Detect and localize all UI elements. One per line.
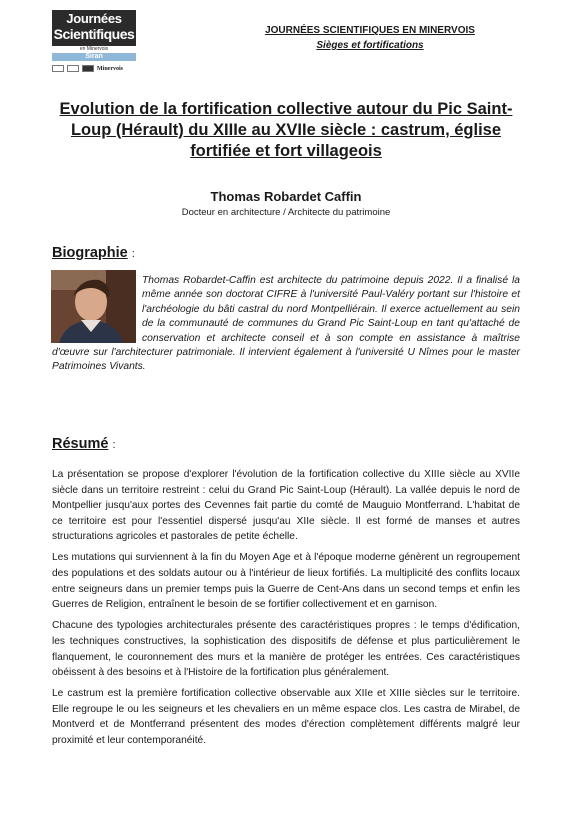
event-logo xyxy=(52,10,136,78)
biography-heading-text: Biographie xyxy=(52,245,128,261)
logo-line-3: en Minervois xyxy=(79,46,109,52)
partner-logo-icon xyxy=(82,65,94,72)
logo-band: Siran xyxy=(52,53,136,61)
summary-text xyxy=(52,467,520,754)
summary-heading-text: Résumé xyxy=(52,436,109,452)
biography-text xyxy=(52,274,520,375)
summary-heading-colon: : xyxy=(112,439,116,451)
logo-line-2: Scientifiques xyxy=(53,26,135,42)
logo-title-block xyxy=(52,10,136,46)
summary-heading xyxy=(52,436,116,452)
biography-paragraph: Thomas Robardet-Caffin est architecte du patrimoine depuis 2022. Il a finalisé la même année son doctorat CIFRE à l'université Paul-Valéry portant sur l'histoire et l'archéologie du bâti castral du nord Montpelliérain. Il exerce actuellement au sein de la communauté de communes du Grand Pic Saint-Loup en tant qu'attaché de conservation et architecte conseil et à son compte en assistance à maîtrise d'œuvre sur l'architecturer patrimoniale. Il intervient également à l'université U Nîmes pour le master Patrimoines Vivants. xyxy=(52,275,520,373)
header-subtitle: Sièges et fortifications xyxy=(316,40,424,51)
partner-logo-icon xyxy=(67,65,79,72)
summary-paragraph: Le castrum est la première fortification collective observable aux XIIe et XIIIe siècles sur le territoire. Elle regroupe le ou les seigneurs et les chevaliers en un même espace clos. Les castra de Mirabel, de Montverd et de Montferrand présentent des modes d'érection complètement différents malgré leur proximité et leur contemporanéité. xyxy=(52,688,520,746)
partner-logos xyxy=(52,65,136,72)
photo-spacer xyxy=(52,274,142,346)
biography-heading-colon: : xyxy=(131,248,135,260)
summary-paragraph: Les mutations qui surviennent à la fin du Moyen Age et à l'époque moderne génèrent un regroupement des populations et des soldats autour ou à l'intérieur de lieux fortifiés. La multiplicité des conflits locaux entre seigneurs dans un premier temps puis la Guerre de Cent-Ans dans un second temps et enfin les Guerres de Religion, entraînent le besoin de se fortifier collectivement et en garnison. xyxy=(52,552,520,611)
author-name: Thomas Robardet Caffin xyxy=(210,189,362,204)
author-role: Docteur en architecture / Architecte du patrimoine xyxy=(181,207,391,218)
summary-paragraph: Chacune des typologies architecturales présente des caractéristiques propres : le temps d'édification, les techniques constructives, la sophistication des dispositifs de défense et plus particulièrement le flanquement, le couronnement des murs et la manière de protéger les entrées. Ces caractéristiques obéissent à des besoins et à l'Histoire de la fortification plus généralement. xyxy=(52,620,520,679)
article-title: Evolution de la fortification collective autour du Pic Saint-Loup (Hérault) du XIIIe au XVIIe siècle : castrum, église fortifiée et fort villageois xyxy=(59,100,513,160)
partner-logo-icon xyxy=(52,65,64,72)
biography-heading xyxy=(52,245,135,261)
header-title: JOURNÉES SCIENTIFIQUES EN MINERVOIS xyxy=(265,25,475,36)
partner-name: Minervois xyxy=(97,65,123,72)
logo-line-1: Journées xyxy=(66,11,122,26)
summary-paragraph: La présentation se propose d'explorer l'évolution de la fortification collective du XIIIe siècle au XVIIe siècle dans un territoire restreint : celui du Grand Pic Saint-Loup (Hérault). La vallée depuis le nord de Montpellier jusqu'aux portes des Cevennes fait partie du comté de Mauguio Montferrand. L'habitat de ce territoire est pour l'essentiel dispersé jusqu'au XIIe siècle. Il est formé de manses et autres structurations agricoles et pastorales de petite échelle. xyxy=(52,469,520,543)
